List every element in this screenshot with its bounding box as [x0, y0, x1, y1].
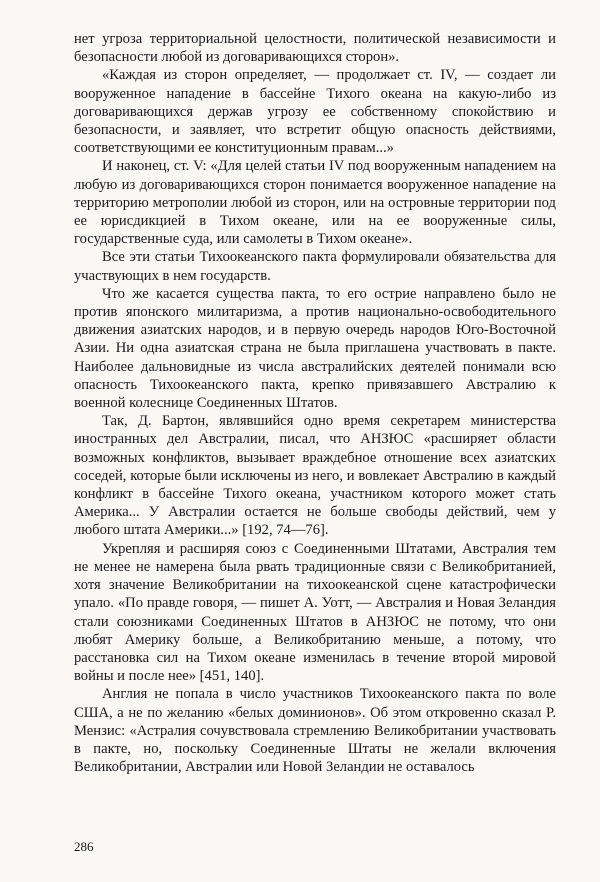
paragraph-1: нет угроза территориальной целостности, политической независимости и безопасности любой из договаривающихся сторон». — [74, 31, 556, 66]
paragraph-4: Все эти статьи Тихоокеанского пакта формулировали обязательства для участвующих в нем государств. — [74, 249, 556, 284]
paragraph-5: Что же касается существа пакта, то его острие направлено было не против японского милитаризма, а против национально-освободительного движения азиатских народов, и в первую очередь народов Юго-Восточной Азии. Ни одна азиатская страна не была приглашена участвовать в пакте. Наиболее дальновидные из числа австралийских деятелей понимали всю опасность Тихоокеанского пакта, крепко привязавшего Австралию к военной колеснице Соединенных Штатов. — [74, 285, 556, 412]
paragraph-8: Англия не попала в число участников Тихоокеанского пакта по воле США, а не по желанию «белых доминионов». Об этом откровенно сказал Р. Мензис: «Астралия сочувствовала стремлению Великобритании участвовать в пакте, но, поскольку Соединенные Штаты не желали включения Великобритании, Австралии или Новой Зеландии не оставалось — [74, 686, 556, 776]
paragraph-3: И наконец, ст. V: «Для целей статьи IV под вооруженным нападением на любую из договаривающихся сторон понимается вооруженное нападение на территорию метрополии любой из сторон, или на островные территории под ее юрисдикцией в Тихом океане, или на ее вооруженные силы, государственные суда, или самолеты в Тихом океане». — [74, 158, 556, 248]
paragraph-2: «Каждая из сторон определяет, — продолжает ст. IV, — создает ли вооруженное нападение в бассейне Тихого океана на какую-либо из договаривающихся держав угрозу ее собственному спокойствию и безопасности, и заявляет, что встретит общую опасность действиями, соответствующими ее конституционным правам...» — [74, 67, 556, 157]
paragraph-7: Укрепляя и расширяя союз с Соединенными Штатами, Австралия тем не менее не намерена была рвать традиционные связи с Великобританией, хотя значение Великобритании на тихоокеанской сцене катастрофически упало. «По правде говоря, — пишет А. Уотт, — Австралия и Новая Зеландия стали союзниками Соединенных Штатов в АНЗЮС не потому, что они любят Америку больше, а Великобританию меньше, а потому, что расстановка сил на Тихом океане изменилась в течение второй мировой войны и после нее» [451, 140]. — [74, 540, 556, 685]
page-number: 286 — [74, 839, 94, 854]
paragraph-6: Так, Д. Бартон, являвшийся одно время секретарем министерства иностранных дел Австралии, писал, что АНЗЮС «расширяет области возможных конфликтов, вызывает враждебное отношение всех азиатских соседей, которые были исключены из него, и вовлекает Австралию в каждый конфликт в бассейне Тихого океана, участником которого может стать Америка... У Австралии остается не больше свободы действий, чем у любого штата Америки...» [192, 74—76]. — [74, 413, 556, 539]
body-text — [74, 30, 556, 776]
